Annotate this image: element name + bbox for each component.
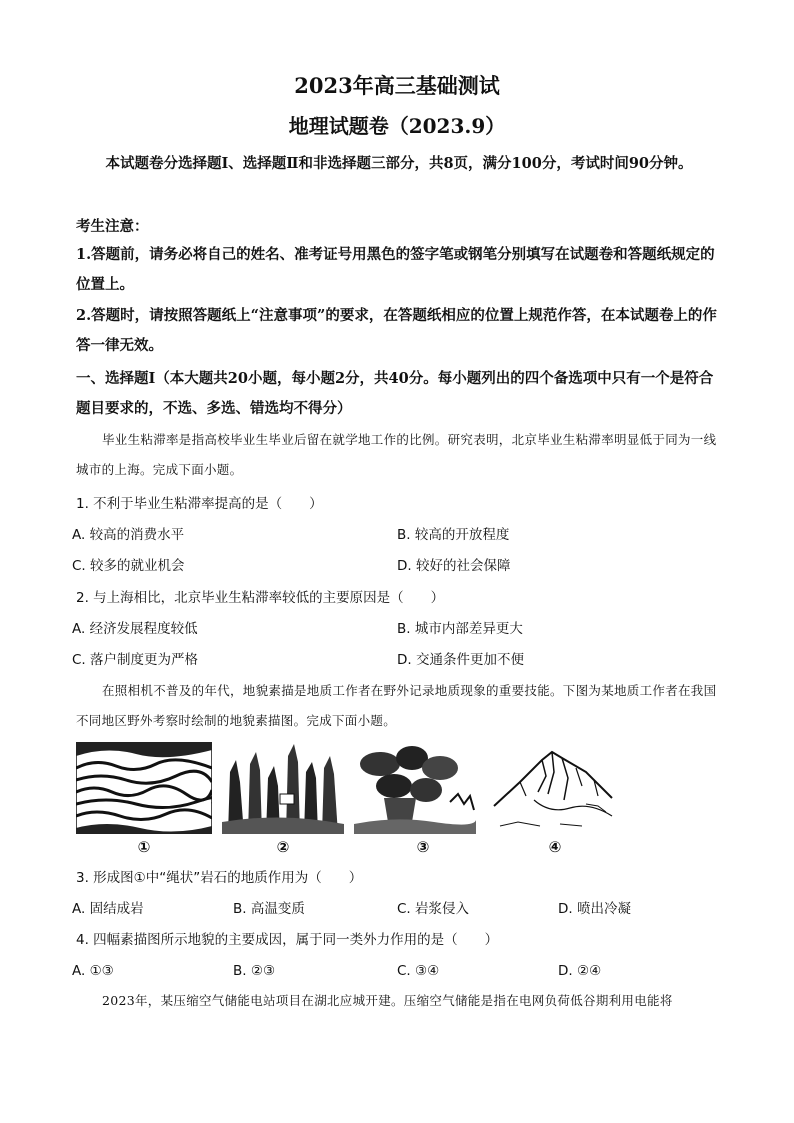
sketch-3-label: ③ [416, 838, 430, 856]
question-3-option-a: A. 固结成岩 [72, 901, 144, 917]
question-3-stem: 3. 形成图①中“绳状”岩石的地质作用为（ ） [76, 870, 363, 886]
question-4-option-b: B. ②③ [233, 963, 276, 979]
question-3-option-d: D. 喷出冷凝 [558, 901, 631, 917]
material-2: 在照相机不普及的年代，地貌素描是地质工作者在野外记录地质现象的重要技能。下图为某地质工作者在我国不同地区野外考察时绘制的地貌素描图。完成下面小题。 [76, 683, 717, 728]
question-2-option-a: A. 经济发展程度较低 [72, 621, 198, 637]
question-4-option-c: C. ③④ [397, 963, 440, 979]
sketch-4 [490, 742, 620, 834]
notice-item-1: 1.答题前，请务必将自己的姓名、准考证号用黑色的签字笔或钢笔分别填写在试题卷和答题纸规定的位置上。 [76, 246, 715, 293]
question-1-option-c: C. 较多的就业机会 [72, 558, 185, 574]
material-1: 毕业生粘滞率是指高校毕业生毕业后留在就学地工作的比例。研究表明，北京毕业生粘滞率明显低于同为一线城市的上海。完成下面小题。 [76, 432, 717, 477]
sketch-1-label: ① [137, 838, 151, 856]
notice-heading: 考生注意： [76, 218, 149, 235]
question-2-option-c: C. 落户制度更为严格 [72, 652, 199, 668]
question-1-option-a: A. 较高的消费水平 [72, 527, 185, 543]
sketch-2 [222, 742, 344, 834]
question-4-option-d: D. ②④ [558, 963, 602, 979]
question-3-option-c: C. 岩浆侵入 [397, 901, 470, 917]
question-1-option-b: B. 较高的开放程度 [397, 527, 510, 543]
exam-title: 2023年高三基础测试 [294, 73, 500, 98]
notice-item-2: 2.答题时，请按照答题纸上“注意事项”的要求，在答题纸相应的位置上规范作答，在本试题卷上的作答一律无效。 [76, 307, 717, 354]
question-1-option-d: D. 较好的社会保障 [397, 558, 511, 574]
sketch-1 [76, 742, 212, 834]
question-1-stem: 1. 不利于毕业生粘滞率提高的是（ ） [76, 496, 323, 512]
question-4-stem: 4. 四幅素描图所示地貌的主要成因，属于同一类外力作用的是（ ） [76, 932, 499, 948]
question-4-option-a: A. ①③ [72, 963, 114, 979]
material-3: 2023年，某压缩空气储能电站项目在湖北应城开建。压缩空气储能是指在电网负荷低谷期利用电能将 [102, 993, 673, 1008]
exam-intro: 本试题卷分选择题Ⅰ、选择题Ⅱ和非选择题三部分，共8页，满分100分，考试时间90分钟。 [105, 155, 693, 172]
question-2-option-d: D. 交通条件更加不便 [397, 652, 524, 668]
sketch-2-label: ② [276, 838, 290, 856]
sketch-3 [354, 742, 476, 834]
exam-subtitle: 地理试题卷（2023.9） [288, 114, 506, 138]
section-1-heading: 一、选择题Ⅰ（本大题共20小题，每小题2分，共40分。每小题列出的四个备选项中只有一个是符合题目要求的，不选、多选、错选均不得分） [76, 370, 714, 417]
question-2-stem: 2. 与上海相比，北京毕业生粘滞率较低的主要原因是（ ） [76, 590, 445, 606]
question-3-option-b: B. 高温变质 [233, 901, 305, 917]
landform-sketches [74, 742, 624, 862]
question-2-option-b: B. 城市内部差异更大 [397, 621, 523, 637]
sketch-4-label: ④ [548, 838, 562, 856]
